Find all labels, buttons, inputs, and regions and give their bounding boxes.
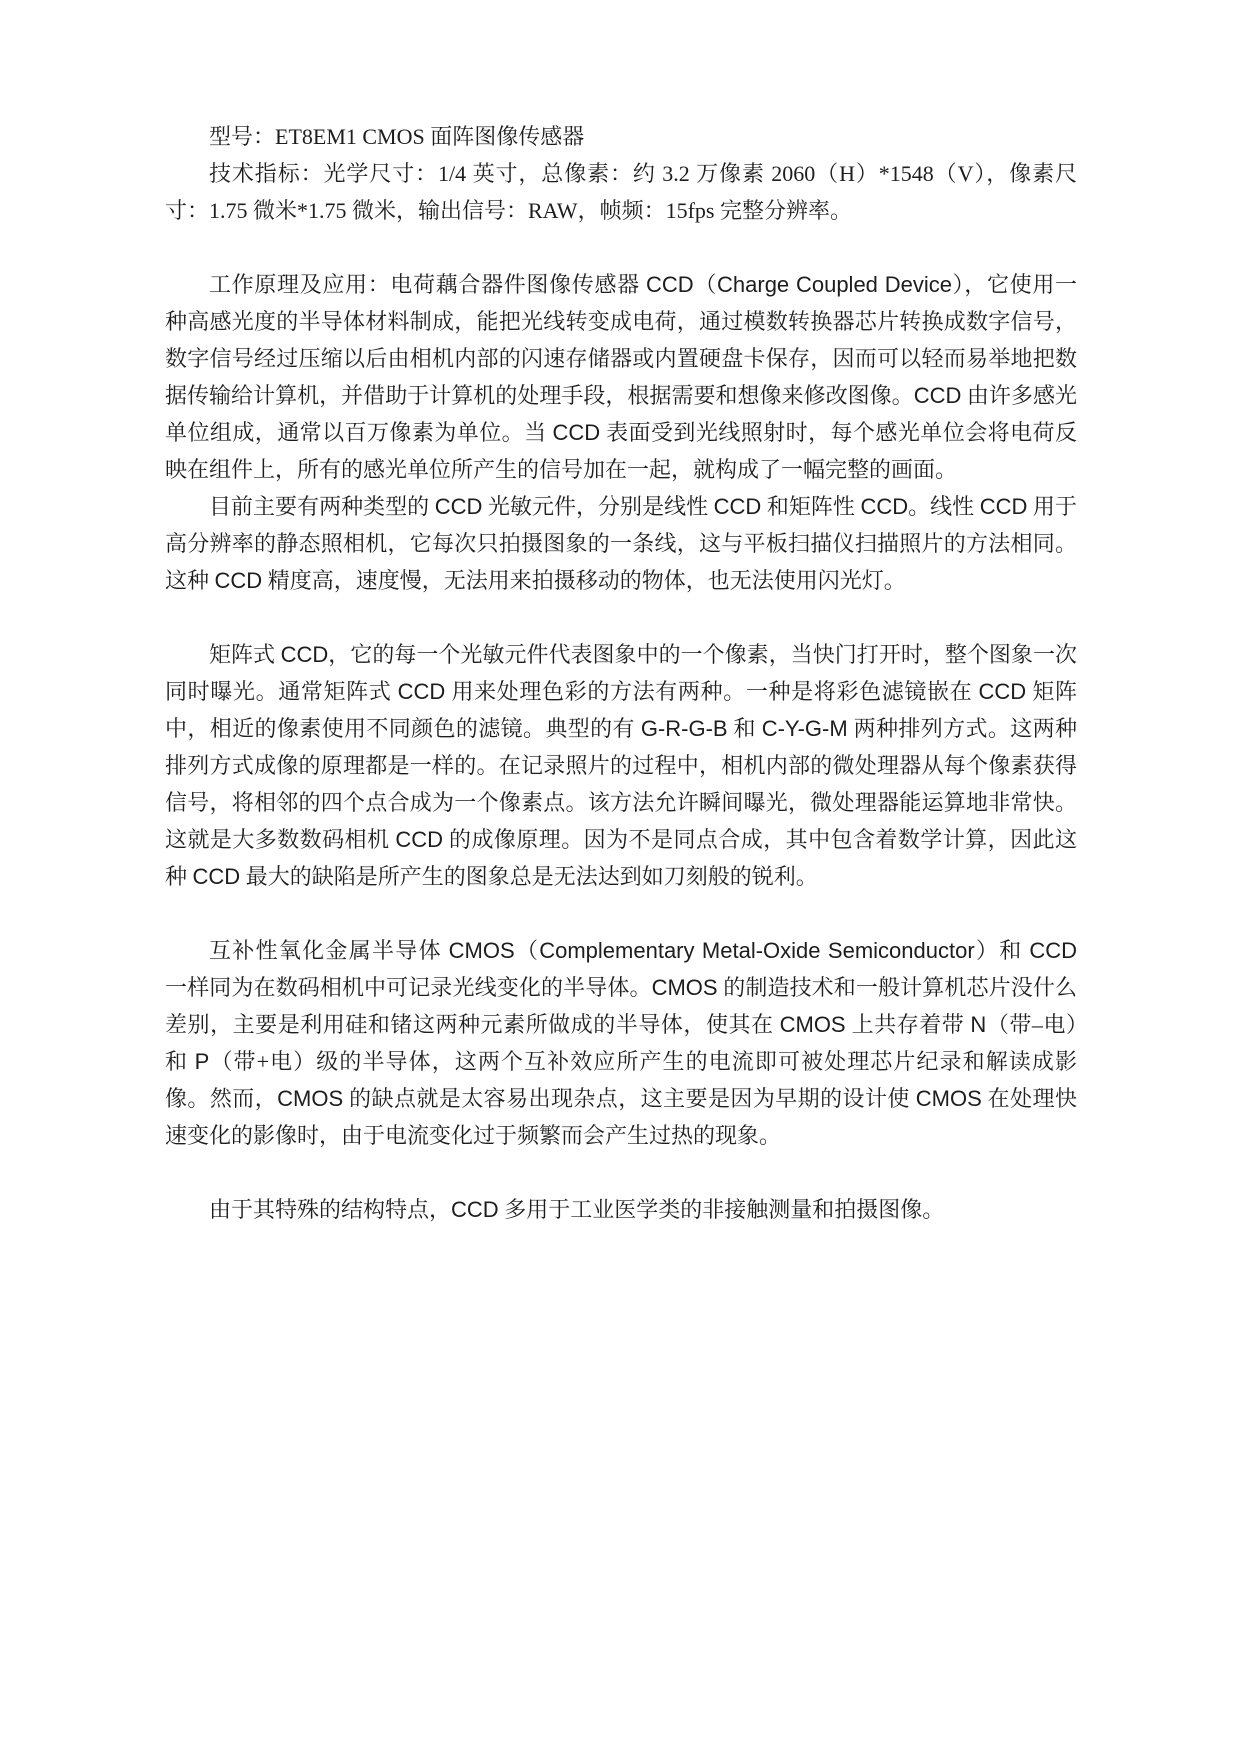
text-run: 两种排列方式。这两种排列方式成像的原理都是一样的。在记录照片的过程中，相机内部的微处理器从每个像素获得信号，将相邻的四个点合成为一个像素点。该方法允许瞬间曝光，微处理器能运算地非常快。这就是大多数数码相机 xyxy=(165,716,1077,852)
latin-term: CCD xyxy=(395,827,444,852)
text-run: 。线性 xyxy=(908,494,980,519)
text-run: 矩阵式 xyxy=(209,642,281,667)
latin-term: Charge Coupled Device xyxy=(717,272,952,297)
text-run: 和矩阵性 xyxy=(761,494,861,519)
text-run: 一样同为在数码相机中可记录光线变化的半导体。 xyxy=(165,975,652,1000)
text-run: 的制造技术和一般计算机芯片没什么差别，主要是利用硅和锗这两种元素所做成的半导体，使其在 xyxy=(165,975,1077,1037)
latin-term: CCD xyxy=(192,864,241,889)
text-run: 最大的缺陷是所产生的图象总是无法达到如刀刻般的锐利。 xyxy=(240,864,818,889)
latin-term: CMOS xyxy=(277,1086,344,1111)
latin-term: CMOS xyxy=(651,975,718,1000)
text-run: 型号：ET8EM1 CMOS 面阵图像传感器 xyxy=(209,124,585,149)
latin-term: G-R-G-B xyxy=(640,716,728,741)
text-run: 的成像原理。因为不是同点合成，其中包含着数学计算，因此这种 xyxy=(165,827,1077,889)
latin-term: CMOS xyxy=(779,1012,846,1037)
text-run: ），它使用一种高感光度的半导体材料制成，能把光线转变成电荷，通过模数转换器芯片转换成数字信号，数字信号经过压缩以后由相机内部的闪速存储器或内置硬盘卡保存，因而可以轻而易举地把数据传输给计算机，并借助于计算机的处理手段，根据需要和想像来修改图像。 xyxy=(165,272,1077,408)
text-run: 在处理快速变化的影像时，由于电流变化过于频繁而会产生过热的现象。 xyxy=(165,1086,1077,1148)
latin-term: CCD xyxy=(645,272,694,297)
latin-term: C-Y-G-M xyxy=(761,716,848,741)
text-run: ）和 xyxy=(974,938,1030,963)
latin-term: Complementary Metal-Oxide Semiconductor xyxy=(539,938,975,963)
latin-term: CCD xyxy=(397,679,446,704)
latin-term: CCD xyxy=(979,494,1028,519)
latin-term: CCD xyxy=(552,420,601,445)
text-run: 多用于工业医学类的非接触测量和拍摄图像。 xyxy=(498,1197,945,1222)
text-run: （带+电）级的半导体，这两个互补效应所产生的电流即可被处理芯片纪录和解读成影像。然而， xyxy=(165,1049,1077,1111)
text-run: 的缺点就是太容易出现杂点，这主要是因为早期的设计使 xyxy=(343,1086,916,1111)
text-run: 矩阵中，相近的像素使用不同颜色的滤镜。典型的有 xyxy=(165,679,1077,741)
text-run: ，它的每一个光敏元件代表图象中的一个像素，当快门打开时，整个图象一次同时曝光。通常矩阵式 xyxy=(165,642,1077,704)
paragraph-ccd-types xyxy=(165,488,1077,599)
paragraph-model-number xyxy=(165,118,1077,155)
text-run: 工作原理及应用：电荷藕合器件图像传感器 xyxy=(209,272,646,297)
text-run: 目前主要有两种类型的 xyxy=(209,494,435,519)
latin-term: CCD xyxy=(860,494,909,519)
latin-term: CCD xyxy=(978,679,1027,704)
text-run: （ xyxy=(514,938,540,963)
latin-term: CCD xyxy=(214,568,263,593)
paragraph-cmos xyxy=(165,932,1099,1154)
text-run: 精度高，速度慢，无法用来拍摄移动的物体，也无法使用闪光灯。 xyxy=(262,568,906,593)
text-run: 表面受到光线照射时，每个感光单位会将电荷反映在组件上，所有的感光单位所产生的信号加在一起，就构成了一幅完整的画面。 xyxy=(165,420,1077,482)
paragraph-ccd-principle xyxy=(165,266,1077,488)
latin-term: CCD xyxy=(280,642,329,667)
latin-term: CCD xyxy=(713,494,762,519)
latin-term: CMOS xyxy=(448,938,515,963)
text-run: 光敏元件，分别是线性 xyxy=(482,494,714,519)
text-run: 互补性氧化金属半导体 xyxy=(209,938,449,963)
latin-term: CMOS xyxy=(915,1086,982,1111)
text-run: 由许多感光单位组成，通常以百万像素为单位。当 xyxy=(165,383,1077,445)
paragraph-matrix-ccd xyxy=(165,636,1077,895)
paragraph-tech-specs xyxy=(165,155,1077,229)
text-run: （ xyxy=(693,272,718,297)
document-body xyxy=(165,118,1099,1228)
latin-term: N xyxy=(970,1012,987,1037)
latin-term: CCD xyxy=(913,383,962,408)
latin-term: CCD xyxy=(451,1197,499,1222)
latin-term: CCD xyxy=(434,494,483,519)
text-run: 用于高分辨率的静态照相机，它每次只拍摄图象的一条线，这与平板扫描仪扫描照片的方法相同。这种 xyxy=(165,494,1077,593)
text-run: 用来处理色彩的方法有两种。一种是将彩色滤镜嵌在 xyxy=(445,679,979,704)
text-run: （带–电） 和 xyxy=(165,1012,1099,1074)
latin-term: P xyxy=(194,1049,210,1074)
text-run: 技术指标：光学尺寸：1/4 英寸，总像素：约 3.2 万像素 2060（H）*1548（V），像素尺寸：1.75 微米*1.75 微米，输出信号：RAW，帧频：15fps 完整分辨率。 xyxy=(165,161,1077,223)
paragraph-application xyxy=(165,1191,1077,1228)
text-run: 由于其特殊的结构特点， xyxy=(209,1197,452,1222)
latin-term: CCD xyxy=(1029,938,1077,963)
text-run: 上共存着带 xyxy=(845,1012,971,1037)
text-run: 和 xyxy=(727,716,762,741)
